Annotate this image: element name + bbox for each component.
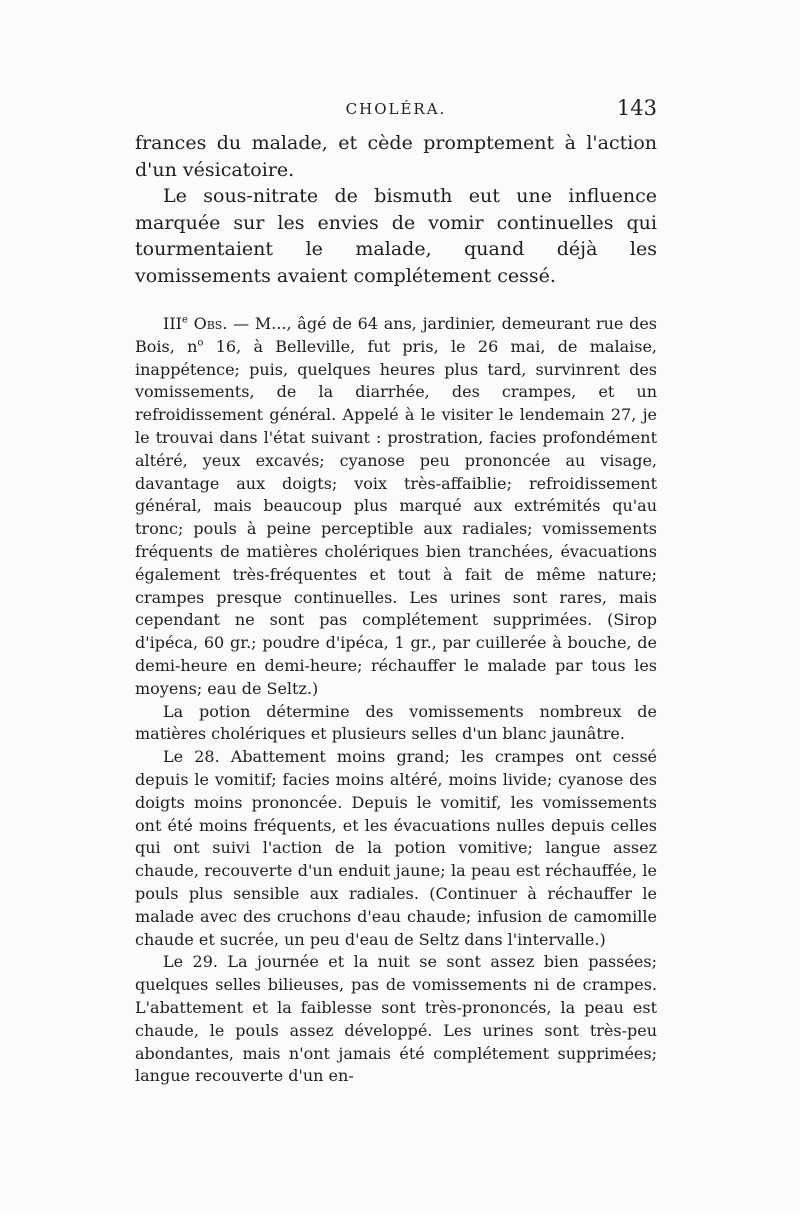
large-text-section	[135, 130, 657, 289]
page-number: 143	[616, 96, 657, 120]
observation-abbr: Obs.	[193, 314, 228, 333]
paragraph-bismuth: Le sous-nitrate de bismuth eut une influence marquée sur les envies de vomir continuelles qui tourmentaient le malade, quand déjà les vomissements avaient complétement cessé.	[135, 185, 657, 287]
running-title: CHOLÉRA.	[345, 100, 447, 118]
paragraph-day-28: Le 28. Abattement moins grand; les crampes ont cessé depuis le vomitif; facies moins altéré, moins livide; cyanose des doigts moins prononcée. Depuis le vomitif, les vomissements ont été moins fréquents, et les évacuations nulles depuis celles qui ont suivi l'action de la potion vomitive; langue assez chaude, recouverte d'un enduit jaune; la peau est réchauffée, le pouls plus sensible aux radiales. (Continuer à réchauffer le malade avec des cruchons d'eau chaude; infusion de camomille chaude et sucrée, un peu d'eau de Seltz dans l'intervalle.)	[135, 747, 657, 949]
paragraph-potion: La potion détermine des vomissements nombreux de matières cholériques et plusieurs selles d'un blanc jaunâtre.	[135, 701, 657, 744]
observation-intro-sup: o	[197, 337, 204, 349]
running-head	[135, 96, 657, 122]
observation-number: III	[163, 314, 182, 333]
paragraph-day-29: Le 29. La journée et la nuit se sont assez bien passées; quelques selles bilieuses, pas de vomissements ni de crampes. L'abattement et la faiblesse sont très-prononcés, la peau est chaude, le pouls assez développé. Les urines sont très-peu abondantes, mais n'ont jamais été complétement supprimées; langue recouverte d'un en-	[135, 952, 657, 1086]
paragraph-continuation: frances du malade, et cède promptement à l'action d'un vésicatoire.	[135, 132, 657, 181]
observation-paragraph	[135, 313, 657, 701]
observation-number-sup: e	[181, 314, 188, 326]
section-gap	[135, 289, 657, 313]
small-text-section	[135, 313, 657, 1088]
observation-body: 16, à Belleville, fut pris, le 26 mai, de malaise, inappétence; puis, quelques heures plus tard, survinrent des vomissements, de la diarrhée, des crampes, et un refroidissement général. Appelé à le visiter le lendemain 27, je le trouvai dans l'état suivant : prostration, facies profondément altéré, yeux excavés; cyanose peu prononcée au visage, davantage aux doigts; voix très-affaiblie; refroidissement général, mais beaucoup plus marqué aux extrémités qu'au tronc; pouls à peine perceptible aux radiales; vomissements fréquents de matières cholériques bien tranchées, évacuations également très-fréquentes et tout à fait de même nature; crampes presque continuelles. Les urines sont rares, mais cependant ne sont pas complétement supprimées. (Sirop d'ipéca, 60 gr.; poudre d'ipéca, 1 gr., par cuillerée à bouche, de demi-heure en demi-heure; réchauffer le malade par tous les moyens; eau de Seltz.)	[135, 336, 657, 698]
text-block	[135, 130, 657, 1088]
observation-intro: — M..., âgé de 64 ans, jardinier, demeurant rue des Bois, n	[135, 314, 658, 356]
